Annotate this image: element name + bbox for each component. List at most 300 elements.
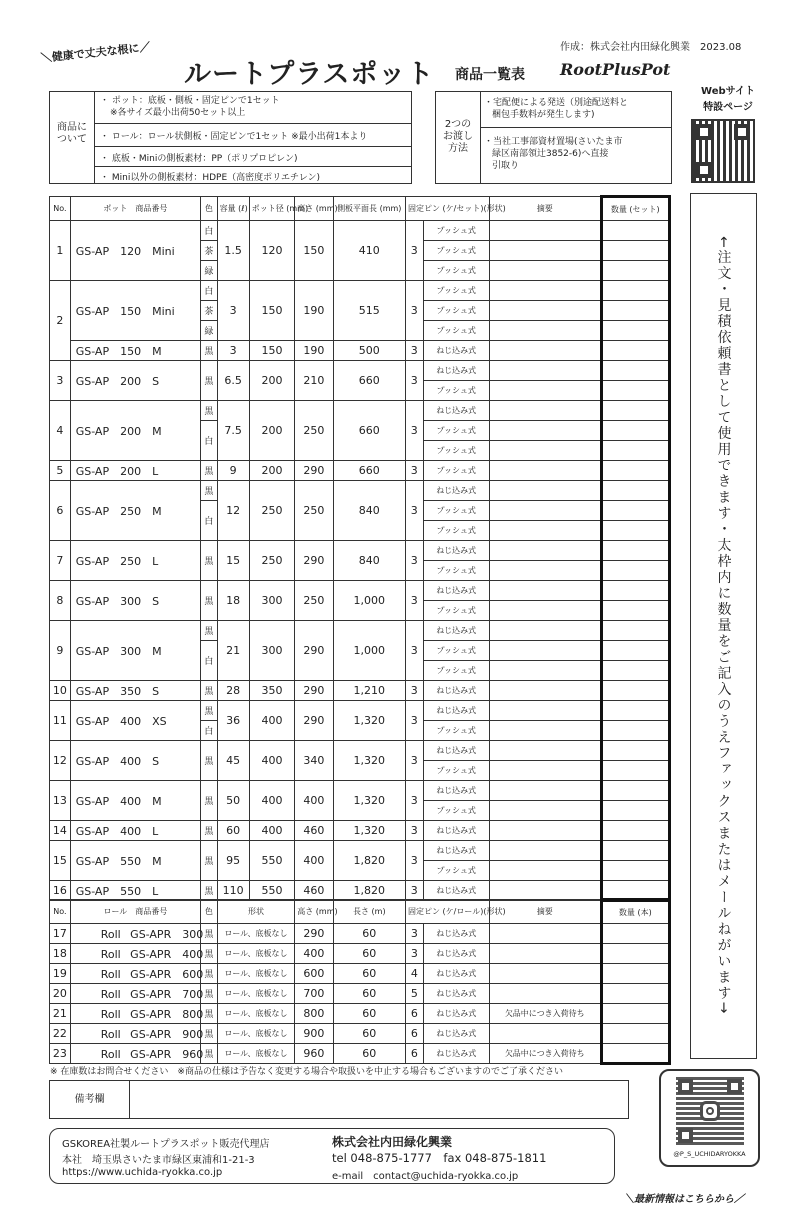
col-header-diameter: ポット径 (mm)	[249, 197, 295, 221]
cell-color: 白	[201, 501, 218, 541]
quantity-input-cell[interactable]	[601, 221, 669, 241]
cell-no: 13	[50, 781, 71, 821]
quantity-input-cell[interactable]	[601, 481, 669, 501]
cell-remarks	[489, 681, 601, 701]
cell-color: 白	[201, 721, 218, 741]
cell-no: 22	[50, 1024, 71, 1044]
cell-pins: 3	[405, 481, 423, 541]
cell-perimeter: 1,210	[333, 681, 405, 701]
side-note-box	[690, 193, 757, 1059]
cell-fixing-type: プッシュ式	[423, 261, 489, 281]
cell-pins: 3	[405, 781, 423, 821]
cell-remarks: 欠品中につき入荷待ち	[489, 1044, 601, 1064]
quantity-input-cell[interactable]	[601, 924, 669, 944]
cell-pins: 5	[406, 984, 424, 1004]
cell-diameter: 150	[249, 281, 295, 341]
quantity-input-cell[interactable]	[601, 521, 669, 541]
roll-col-header-qty: 数量 (本)	[601, 900, 669, 924]
cell-fixing-type: ねじ込み式	[423, 681, 489, 701]
cell-remarks	[489, 601, 601, 621]
cell-height: 290	[295, 541, 333, 581]
cell-length: 60	[333, 1044, 405, 1064]
cell-color: 黒	[201, 361, 218, 401]
quantity-input-cell[interactable]	[601, 361, 669, 381]
cell-height: 250	[295, 481, 333, 541]
cell-perimeter: 1,000	[333, 621, 405, 681]
web-label-line2: 特設ページ	[703, 102, 753, 113]
quantity-input-cell[interactable]	[601, 461, 669, 481]
cell-length: 60	[333, 964, 405, 984]
cell-pins: 4	[406, 964, 424, 984]
delivery-option-2-line1: ・当社工事部資材置場(さいたま市	[484, 137, 623, 147]
delivery-option-1-line1: ・宅配便による発送（別途配送料と	[484, 98, 629, 108]
quantity-input-cell[interactable]	[601, 501, 669, 521]
info-item-3: ・ 底板・Miniの側板素材：PP（ポリプロピレン)	[100, 154, 298, 164]
cell-perimeter: 1,320	[333, 701, 405, 741]
cell-diameter: 400	[249, 781, 295, 821]
table-row	[50, 581, 670, 601]
cell-product-code: GS-AP 300 S	[70, 581, 200, 621]
cell-perimeter: 1,320	[333, 741, 405, 781]
cell-color: 黒	[201, 341, 218, 361]
instagram-handle: @P_S_UCHIDARYOKKA	[673, 1150, 746, 1158]
cell-capacity: 9	[217, 461, 249, 481]
cell-remarks	[489, 421, 601, 441]
cell-diameter: 400	[249, 701, 295, 741]
cell-fixing-type: プッシュ式	[423, 421, 489, 441]
quantity-input-cell[interactable]	[601, 861, 669, 881]
cell-capacity: 21	[217, 621, 249, 681]
cell-remarks	[489, 801, 601, 821]
cell-capacity: 6.5	[217, 361, 249, 401]
cell-diameter: 400	[249, 741, 295, 781]
company-phone-fax: tel 048-875-1777 fax 048-875-1811	[332, 1151, 547, 1165]
cell-perimeter: 660	[333, 401, 405, 461]
delivery-option-2-line3: 引取り	[492, 161, 520, 171]
roll-col-header-length: 長さ (m)	[333, 900, 405, 924]
cell-pins: 3	[405, 741, 423, 781]
cell-capacity: 95	[217, 841, 249, 881]
cell-no: 19	[50, 964, 71, 984]
cell-pins: 3	[405, 361, 423, 401]
cell-color: 黒	[201, 481, 218, 501]
cell-color: 黒	[201, 944, 218, 964]
cell-height: 150	[295, 221, 333, 281]
cell-height: 290	[295, 681, 333, 701]
page-subtitle: 商品一覧表	[455, 67, 525, 83]
cell-pins: 3	[405, 461, 423, 481]
cell-length: 60	[333, 1024, 405, 1044]
cell-remarks	[489, 221, 601, 241]
cell-pins: 6	[406, 1024, 424, 1044]
cell-perimeter: 410	[333, 221, 405, 281]
quantity-input-cell[interactable]	[601, 601, 669, 621]
roll-col-header-name: ロール 商品番号	[70, 900, 200, 924]
cell-shape: ロール、底板なし	[217, 964, 295, 984]
col-header-perimeter: 側板平面長 (mm)	[333, 197, 405, 221]
cell-product-code: GS-AP 400 XS	[70, 701, 200, 741]
cell-pins: 3	[405, 681, 423, 701]
company-website-link[interactable]: https://www.uchida-ryokka.co.jp	[62, 1167, 223, 1178]
cell-height: 250	[295, 401, 333, 461]
delivery-option-2-line2: 緑区南部領辻3852-6)へ直接	[492, 149, 609, 159]
cell-remarks	[489, 281, 601, 301]
cell-fixing-type: ねじ込み式	[423, 841, 489, 861]
info-item-1-line1: ・ ポット：底板・側板・固定ピンで1セット	[100, 96, 280, 106]
cell-fixing-type: ねじ込み式	[423, 924, 489, 944]
quantity-input-cell[interactable]	[601, 681, 669, 701]
quantity-input-cell[interactable]	[601, 621, 669, 641]
cell-no: 14	[50, 821, 71, 841]
cell-remarks	[489, 481, 601, 501]
col-header-capacity: 容量 (ℓ)	[217, 197, 249, 221]
quantity-input-cell[interactable]	[601, 401, 669, 421]
col-header-remarks: 摘要	[489, 197, 601, 221]
cell-product-code: Roll GS-APR 300	[70, 924, 200, 944]
about-label	[50, 122, 94, 146]
cell-no: 23	[50, 1044, 71, 1064]
cell-shape: ロール、底板なし	[217, 924, 295, 944]
cell-height: 460	[295, 881, 333, 901]
quantity-input-cell[interactable]	[601, 1024, 669, 1044]
cell-no: 7	[50, 541, 71, 581]
cell-pins: 3	[405, 701, 423, 741]
cell-product-code: Roll GS-APR 600	[70, 964, 200, 984]
delivery-option-1	[484, 97, 628, 121]
quantity-input-cell[interactable]	[601, 641, 669, 661]
col-header-height: 高さ (mm)	[295, 197, 333, 221]
website-qr-code[interactable]	[691, 119, 755, 183]
roll-col-header-color: 色	[201, 900, 218, 924]
cell-pins: 3	[405, 581, 423, 621]
col-header-color: 色	[201, 197, 218, 221]
cell-fixing-type: ねじ込み式	[423, 341, 489, 361]
cell-no: 3	[50, 361, 71, 401]
table-row	[50, 621, 670, 641]
cell-remarks	[489, 661, 601, 681]
cell-perimeter: 660	[333, 461, 405, 481]
roll-col-header-no: No.	[50, 900, 71, 924]
quantity-input-cell[interactable]	[601, 421, 669, 441]
remarks-box[interactable]	[49, 1080, 629, 1119]
cell-product-code: GS-AP 550 L	[70, 881, 200, 901]
quantity-input-cell[interactable]	[601, 541, 669, 561]
quantity-input-cell[interactable]	[601, 441, 669, 461]
cell-remarks	[489, 261, 601, 281]
cell-color: 茶	[201, 241, 218, 261]
cell-color: 茶	[201, 301, 218, 321]
info-item-1	[100, 95, 280, 119]
side-note-text: ←注文・見積依頼書として使用できます・太枠内に数量をご記入のうえファックスまたはメールねがいます→	[715, 236, 732, 1016]
table-row	[50, 681, 670, 701]
cell-remarks	[489, 841, 601, 861]
quantity-input-cell[interactable]	[601, 561, 669, 581]
table-row	[50, 221, 670, 241]
quantity-input-cell[interactable]	[601, 341, 669, 361]
cell-capacity: 110	[217, 881, 249, 901]
cell-no: 15	[50, 841, 71, 881]
cell-diameter: 300	[249, 581, 295, 621]
cell-pins: 3	[405, 341, 423, 361]
cell-product-code: GS-AP 120 Mini	[70, 221, 200, 281]
quantity-input-cell[interactable]	[601, 821, 669, 841]
cell-remarks: 欠品中につき入荷待ち	[489, 1004, 601, 1024]
cell-height: 400	[295, 781, 333, 821]
cell-pins: 3	[405, 881, 423, 901]
quantity-input-cell[interactable]	[601, 1004, 669, 1024]
cell-remarks	[489, 701, 601, 721]
quantity-input-cell[interactable]	[601, 281, 669, 301]
cell-product-code: Roll GS-APR 400	[70, 944, 200, 964]
cell-remarks	[489, 861, 601, 881]
company-address: 本社 埼玉県さいたま市緑区東浦和1-21-3	[62, 1155, 255, 1166]
cell-fixing-type: ねじ込み式	[423, 741, 489, 761]
cell-no: 1	[50, 221, 71, 281]
quantity-input-cell[interactable]	[601, 241, 669, 261]
cell-pins: 3	[406, 924, 424, 944]
cell-no: 16	[50, 881, 71, 901]
cell-height: 960	[295, 1044, 333, 1064]
cell-remarks	[489, 1024, 601, 1044]
table-row	[50, 1004, 670, 1024]
cell-capacity: 1.5	[217, 221, 249, 281]
quantity-input-cell[interactable]	[601, 741, 669, 761]
cell-perimeter: 515	[333, 281, 405, 341]
roll-product-table	[49, 898, 671, 1065]
cell-diameter: 400	[249, 821, 295, 841]
cell-remarks	[489, 964, 601, 984]
quantity-input-cell[interactable]	[601, 701, 669, 721]
cell-diameter: 550	[249, 841, 295, 881]
cell-color: 黒	[201, 821, 218, 841]
cell-color: 黒	[201, 581, 218, 621]
cell-fixing-type: ねじ込み式	[423, 964, 489, 984]
web-label	[688, 84, 768, 116]
cell-perimeter: 840	[333, 541, 405, 581]
cell-fixing-type: プッシュ式	[423, 561, 489, 581]
table-row	[50, 461, 670, 481]
cell-capacity: 12	[217, 481, 249, 541]
cell-remarks	[489, 321, 601, 341]
cell-perimeter: 660	[333, 361, 405, 401]
cell-fixing-type: ねじ込み式	[423, 881, 489, 901]
cell-product-code: GS-AP 250 M	[70, 481, 200, 541]
cell-fixing-type: ねじ込み式	[423, 781, 489, 801]
info-item-2: ・ ロール：ロール状側板・固定ピンで1セット ※最小出荷1本より	[100, 132, 368, 142]
cell-color: 黒	[201, 984, 218, 1004]
table-row	[50, 924, 670, 944]
table-row	[50, 701, 670, 721]
cell-fixing-type: ねじ込み式	[423, 361, 489, 381]
cell-fixing-type: プッシュ式	[423, 721, 489, 741]
cell-remarks	[489, 821, 601, 841]
cell-no: 11	[50, 701, 71, 741]
brand-logo: RootPlusPot	[560, 60, 671, 79]
cell-fixing-type: プッシュ式	[423, 761, 489, 781]
cell-fixing-type: ねじ込み式	[423, 821, 489, 841]
company-email[interactable]: e-mail contact@uchida-ryokka.co.jp	[332, 1171, 519, 1182]
cell-remarks	[489, 984, 601, 1004]
cell-diameter: 200	[249, 361, 295, 401]
cell-product-code: GS-AP 150 Mini	[70, 281, 200, 341]
page-title: ルートプラスポット	[184, 59, 435, 90]
quantity-input-cell[interactable]	[601, 261, 669, 281]
cell-product-code: GS-AP 400 M	[70, 781, 200, 821]
table-row	[50, 984, 670, 1004]
cell-fixing-type: ねじ込み式	[423, 1004, 489, 1024]
cell-product-code: Roll GS-APR 960	[70, 1044, 200, 1064]
cell-color: 黒	[201, 1004, 218, 1024]
cell-height: 600	[295, 964, 333, 984]
quantity-input-cell[interactable]	[601, 964, 669, 984]
quantity-input-cell[interactable]	[601, 781, 669, 801]
cell-height: 800	[295, 1004, 333, 1024]
cell-product-code: Roll GS-APR 900	[70, 1024, 200, 1044]
cell-remarks	[489, 741, 601, 761]
table-row	[50, 781, 670, 801]
cell-shape: ロール、底板なし	[217, 984, 295, 1004]
instagram-card[interactable]	[659, 1069, 760, 1167]
roll-col-header-shape: 形状	[217, 900, 295, 924]
cell-color: 黒	[201, 621, 218, 641]
table-row	[50, 821, 670, 841]
tagline: ＼健康で丈夫な根に／	[40, 40, 151, 65]
cell-capacity: 7.5	[217, 401, 249, 461]
cell-no: 6	[50, 481, 71, 541]
cell-remarks	[489, 361, 601, 381]
pot-product-table	[49, 195, 671, 902]
table-row	[50, 481, 670, 501]
col-header-name: ポット 商品番号	[70, 197, 200, 221]
cell-remarks	[489, 581, 601, 601]
cell-perimeter: 840	[333, 481, 405, 541]
cell-height: 400	[295, 841, 333, 881]
cell-remarks	[489, 761, 601, 781]
cell-product-code: GS-AP 400 S	[70, 741, 200, 781]
cell-shape: ロール、底板なし	[217, 1004, 295, 1024]
cell-product-code: GS-AP 350 S	[70, 681, 200, 701]
cell-fixing-type: ねじ込み式	[423, 701, 489, 721]
cell-no: 17	[50, 924, 71, 944]
cell-diameter: 120	[249, 221, 295, 281]
cell-fixing-type: プッシュ式	[423, 321, 489, 341]
cell-fixing-type: プッシュ式	[423, 381, 489, 401]
cell-pins: 3	[405, 821, 423, 841]
table-row	[50, 944, 670, 964]
quantity-input-cell[interactable]	[601, 581, 669, 601]
creator-credit: 作成：株式会社内田緑化興業 2023.08	[560, 42, 742, 53]
quantity-input-cell[interactable]	[601, 301, 669, 321]
quantity-input-cell[interactable]	[601, 984, 669, 1004]
cell-height: 190	[295, 341, 333, 361]
quantity-input-cell[interactable]	[601, 321, 669, 341]
cell-no: 8	[50, 581, 71, 621]
cell-capacity: 3	[217, 341, 249, 361]
cell-product-code: GS-AP 200 L	[70, 461, 200, 481]
cell-remarks	[489, 541, 601, 561]
cell-remarks	[489, 501, 601, 521]
cell-fixing-type: ねじ込み式	[423, 621, 489, 641]
quantity-input-cell[interactable]	[601, 1044, 669, 1064]
cell-height: 290	[295, 701, 333, 741]
instagram-caption: ＼最新情報はこちらから／	[624, 1194, 744, 1205]
cell-length: 60	[333, 1004, 405, 1024]
cell-height: 340	[295, 741, 333, 781]
cell-fixing-type: ねじ込み式	[423, 984, 489, 1004]
cell-fixing-type: プッシュ式	[423, 601, 489, 621]
cell-pins: 3	[406, 944, 424, 964]
cell-length: 60	[333, 984, 405, 1004]
cell-height: 290	[295, 621, 333, 681]
cell-product-code: GS-AP 150 M	[70, 341, 200, 361]
quantity-input-cell[interactable]	[601, 381, 669, 401]
cell-pins: 3	[405, 541, 423, 581]
cell-product-code: GS-AP 300 M	[70, 621, 200, 681]
quantity-input-cell[interactable]	[601, 944, 669, 964]
quantity-input-cell[interactable]	[601, 841, 669, 861]
table-row	[50, 361, 670, 381]
quantity-input-cell[interactable]	[601, 661, 669, 681]
cell-no: 18	[50, 944, 71, 964]
cell-diameter: 350	[249, 681, 295, 701]
cell-height: 250	[295, 581, 333, 621]
cell-fixing-type: ねじ込み式	[423, 401, 489, 421]
quantity-input-cell[interactable]	[601, 721, 669, 741]
cell-no: 2	[50, 281, 71, 361]
cell-remarks	[489, 641, 601, 661]
cell-fixing-type: プッシュ式	[423, 441, 489, 461]
about-label-line1: 商品に	[57, 122, 87, 133]
cell-fixing-type: プッシュ式	[423, 861, 489, 881]
cell-fixing-type: ねじ込み式	[423, 944, 489, 964]
cell-perimeter: 1,000	[333, 581, 405, 621]
cell-perimeter: 500	[333, 341, 405, 361]
cell-remarks	[489, 781, 601, 801]
web-label-line1: Webサイト	[701, 86, 755, 97]
cell-capacity: 15	[217, 541, 249, 581]
instagram-qr-code[interactable]	[676, 1077, 744, 1145]
footnote: ※ 在庫数はお問合せください ※商品の仕様は予告なく変更する場合や取扱いを中止する場合もございますのでご了承ください	[50, 1067, 563, 1077]
cell-color: 緑	[201, 321, 218, 341]
cell-height: 290	[295, 461, 333, 481]
cell-no: 12	[50, 741, 71, 781]
quantity-input-cell[interactable]	[601, 761, 669, 781]
delivery-label	[436, 119, 480, 155]
cell-color: 黒	[201, 541, 218, 581]
cell-length: 60	[333, 924, 405, 944]
cell-pins: 3	[405, 621, 423, 681]
cell-color: 白	[201, 281, 218, 301]
cell-remarks	[489, 944, 601, 964]
cell-no: 21	[50, 1004, 71, 1024]
delivery-option-1-line2: 梱包手数料が発生します)	[492, 110, 595, 120]
cell-product-code: Roll GS-APR 700	[70, 984, 200, 1004]
table-row	[50, 401, 670, 421]
cell-fixing-type: ねじ込み式	[423, 1024, 489, 1044]
cell-color: 黒	[201, 401, 218, 421]
cell-fixing-type: プッシュ式	[423, 661, 489, 681]
cell-height: 190	[295, 281, 333, 341]
cell-no: 4	[50, 401, 71, 461]
cell-height: 290	[295, 924, 333, 944]
cell-product-code: GS-AP 200 M	[70, 401, 200, 461]
quantity-input-cell[interactable]	[601, 801, 669, 821]
cell-capacity: 45	[217, 741, 249, 781]
delivery-label-line3: 方法	[448, 143, 468, 154]
cell-color: 白	[201, 641, 218, 681]
roll-col-header-height: 高さ (mm)	[295, 900, 333, 924]
cell-product-code: Roll GS-APR 800	[70, 1004, 200, 1024]
